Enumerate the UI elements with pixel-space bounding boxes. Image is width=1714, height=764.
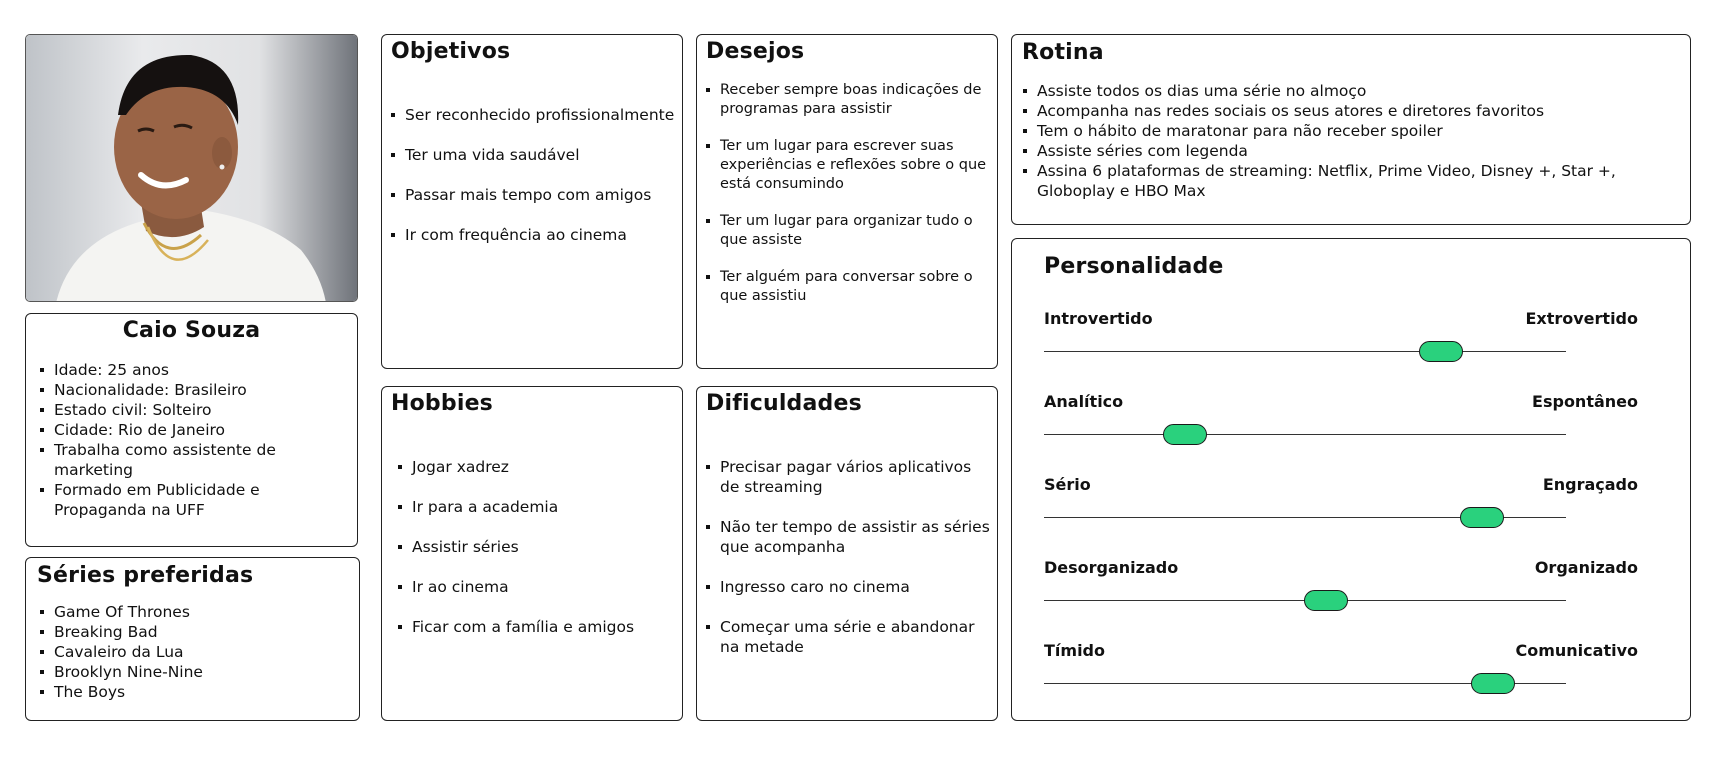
rotina-card <box>1011 34 1691 225</box>
personalidade-title: Personalidade <box>1044 254 1224 279</box>
trait-slider-analitico-espontaneo <box>1044 392 1638 452</box>
series-list <box>40 602 203 702</box>
list-item: Formado em Publicidade e Propaganda na UFF <box>40 480 350 520</box>
trait-left-label: Introvertido <box>1044 309 1153 328</box>
list-item: Ir para a academia <box>398 497 634 517</box>
desejos-title: Desejos <box>706 39 805 64</box>
profile-details-list <box>40 360 350 520</box>
trait-left-label: Analítico <box>1044 392 1124 411</box>
list-item: Passar mais tempo com amigos <box>391 185 676 205</box>
list-item: Assiste séries com legenda <box>1023 141 1663 161</box>
trait-right-label: Extrovertido <box>1525 309 1638 328</box>
rotina-list <box>1023 81 1663 201</box>
series-title: Séries preferidas <box>37 563 254 588</box>
trait-slider-serio-engracado <box>1044 475 1638 535</box>
list-item: Tem o hábito de maratonar para não receber spoiler <box>1023 121 1663 141</box>
list-item: Game Of Thrones <box>40 602 203 622</box>
trait-slider-introvertido-extrovertido <box>1044 309 1638 369</box>
list-item: Cavaleiro da Lua <box>40 642 203 662</box>
list-item: Ser reconhecido profissionalmente <box>391 105 676 125</box>
slider-track <box>1044 351 1566 352</box>
personalidade-card <box>1011 238 1691 721</box>
trait-right-label: Engraçado <box>1542 475 1638 494</box>
slider-knob <box>1460 507 1504 528</box>
objetivos-card <box>381 34 683 369</box>
persona-name: Caio Souza <box>122 318 261 343</box>
trait-slider-desorganizado-organizado <box>1044 558 1638 618</box>
desejos-card <box>696 34 998 369</box>
trait-right-label: Espontâneo <box>1532 392 1638 411</box>
list-item: Assistir séries <box>398 537 634 557</box>
slider-knob <box>1471 673 1515 694</box>
person-photo-image <box>26 35 358 302</box>
hobbies-card <box>381 386 683 721</box>
profile-photo <box>25 34 358 302</box>
list-item: Ingresso caro no cinema <box>706 577 991 597</box>
list-item: Ir ao cinema <box>398 577 634 597</box>
hobbies-list <box>398 457 634 657</box>
trait-left-label: Sério <box>1044 475 1091 494</box>
list-item: Brooklyn Nine-Nine <box>40 662 203 682</box>
slider-knob <box>1304 590 1348 611</box>
list-item: The Boys <box>40 682 203 702</box>
list-item: Ter uma vida saudável <box>391 145 676 165</box>
desejos-list <box>706 81 991 324</box>
list-item: Ficar com a família e amigos <box>398 617 634 637</box>
list-item: Ter um lugar para escrever suas experiências e reflexões sobre o que está consumindo <box>706 137 991 194</box>
list-item: Breaking Bad <box>40 622 203 642</box>
list-item: Cidade: Rio de Janeiro <box>40 420 350 440</box>
rotina-title: Rotina <box>1022 40 1104 65</box>
list-item: Ter alguém para conversar sobre o que assistiu <box>706 268 991 306</box>
list-item: Assiste todos os dias uma série no almoço <box>1023 81 1663 101</box>
slider-track <box>1044 434 1566 435</box>
profile-card <box>25 313 358 547</box>
trait-left-label: Tímido <box>1044 641 1105 660</box>
list-item: Começar uma série e abandonar na metade <box>706 617 991 657</box>
dificuldades-card <box>696 386 998 721</box>
trait-right-label: Organizado <box>1534 558 1638 577</box>
list-item: Estado civil: Solteiro <box>40 400 350 420</box>
dificuldades-list <box>706 457 991 677</box>
list-item: Jogar xadrez <box>398 457 634 477</box>
list-item: Trabalha como assistente de marketing <box>40 440 350 480</box>
list-item: Receber sempre boas indicações de programas para assistir <box>706 81 991 119</box>
list-item: Acompanha nas redes sociais os seus atores e diretores favoritos <box>1023 101 1663 121</box>
series-card <box>25 557 360 721</box>
slider-knob <box>1419 341 1463 362</box>
list-item: Nacionalidade: Brasileiro <box>40 380 350 400</box>
list-item: Ir com frequência ao cinema <box>391 225 676 245</box>
trait-right-label: Comunicativo <box>1515 641 1638 660</box>
list-item: Não ter tempo de assistir as séries que acompanha <box>706 517 991 557</box>
objetivos-list <box>391 105 676 265</box>
trait-slider-timido-comunicativo <box>1044 641 1638 701</box>
list-item: Assina 6 plataformas de streaming: Netflix, Prime Video, Disney +, Star +, Globoplay e HBO Max <box>1023 161 1663 201</box>
list-item: Idade: 25 anos <box>40 360 350 380</box>
list-item: Precisar pagar vários aplicativos de streaming <box>706 457 991 497</box>
hobbies-title: Hobbies <box>391 391 493 416</box>
dificuldades-title: Dificuldades <box>706 391 862 416</box>
trait-left-label: Desorganizado <box>1044 558 1179 577</box>
objetivos-title: Objetivos <box>391 39 511 64</box>
slider-knob <box>1163 424 1207 445</box>
list-item: Ter um lugar para organizar tudo o que assiste <box>706 212 991 250</box>
